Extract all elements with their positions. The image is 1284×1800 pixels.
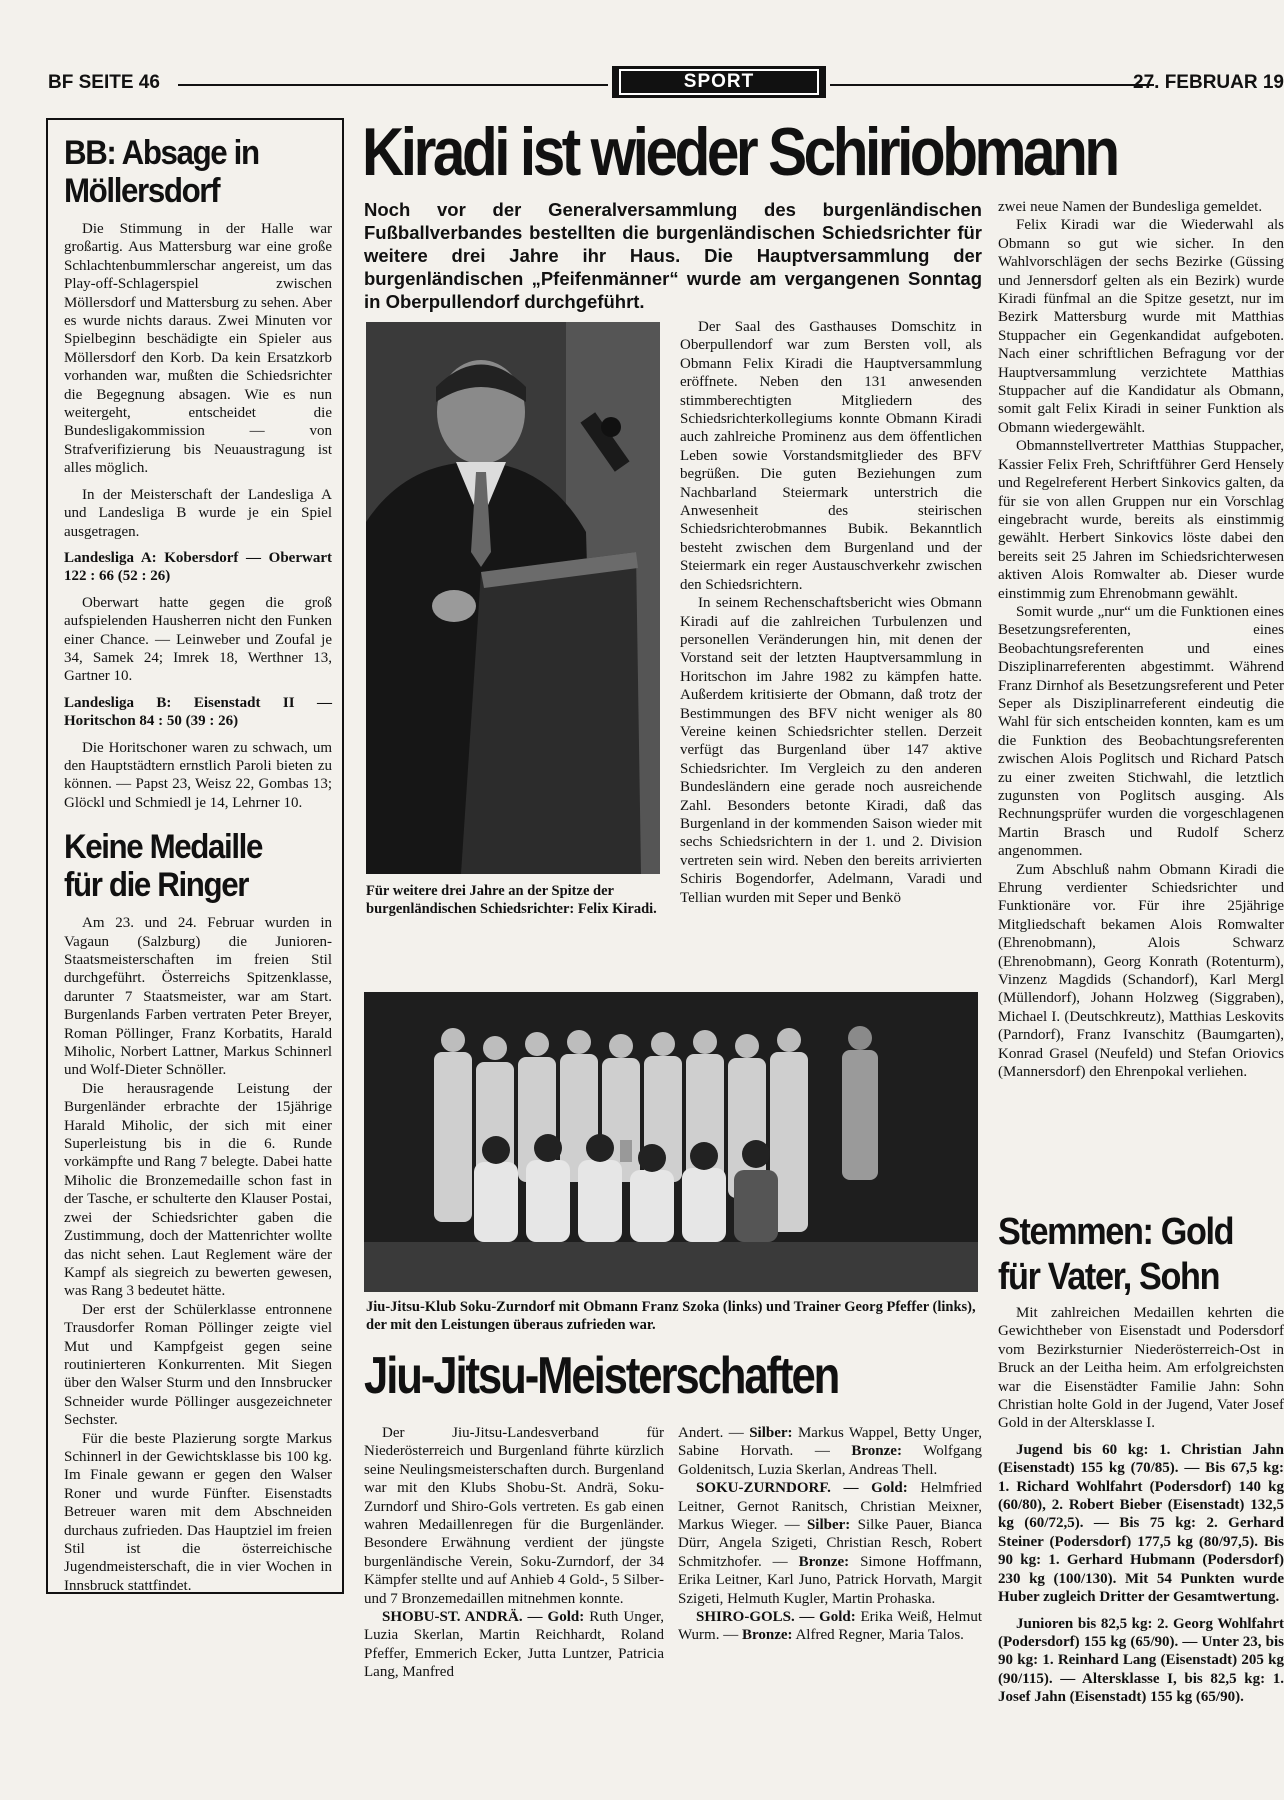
bb-headline-line2: Möllersdorf: [64, 172, 220, 210]
jiujitsu-col2: [678, 1424, 982, 1645]
jiujitsu-col1: [364, 1424, 664, 1682]
jiujitsu-medal-label: Silber:: [806, 1517, 851, 1534]
jiujitsu-names: Wolfgang Goldenitsch, Luzia Skerlan, Andreas Thell.: [678, 1443, 983, 1478]
jiujitsu-headline: Jiu-Jitsu-Meisterschaften: [364, 1347, 839, 1405]
issue-date: 27. FEBRUAR 19: [1133, 72, 1284, 93]
bb-headline-line1: BB: Absage in: [64, 134, 259, 172]
stemmen-headline-line1: Stemmen: Gold: [998, 1211, 1234, 1253]
jiujitsu-photo-caption: Jiu-Jitsu-Klub Soku-Zurndorf mit Obmann Franz Szoka (links) und Trainer Georg Pfeffer (links), der mit den Leistungen überaus zufrieden war.: [366, 1299, 976, 1333]
stemmen-article: [998, 1304, 1284, 1706]
jiujitsu-medal-label: Bronze:: [798, 1553, 850, 1570]
jiujitsu-names: Alfred Regner, Maria Talos.: [795, 1627, 964, 1644]
main-headline: Kiradi ist wieder Schiriobmann: [362, 114, 1117, 190]
main-paragraph: Der Saal des Gasthauses Domschitz in Oberpullendorf war zum Bersten voll, als Obmann Felix Kiradi die Hauptversammlung eröffnete. Neben den 131 anwesenden stimmberechtigten Mitgliedern des Schiedsrichterkollegiums konnte Obmann Kiradi auch zahlreiche Prominenz aus dem öffentlichen Leben sowie Vorstandsmitglieder des BFV begrüßen. Die guten Beziehungen zum Nachbarland Steiermark unterstrich die Anwesenheit des steirischen Schiedsrichterobmannes Bubik. Bekanntlich besteht zwischen dem Burgenland und der Steiermark ein reger Austauschverkehr zwischen den Schiedsrichtern.: [680, 319, 982, 593]
jiujitsu-medal-label: Silber:: [749, 1425, 793, 1441]
kiradi-photo: [366, 322, 660, 874]
jiujitsu-results-soku: [678, 1479, 982, 1608]
ringer-paragraph: Die herausragende Leistung der Burgenländer erbrachte der 15jährige Harald Miholic, der sich mit einer Superleistung bis in die 6. Runde vorkämpfte und Rang 7 belegte. Dabei hatte Miholic die Bronzemedaille schon fast in der Tasche, er schulterte den Klauser Postai, zwei der Schiedsrichter gaben die Zustimmung, doch der Mattenrichter wollte das nicht sehen. Laut Reglement wäre der Kampf als siegreich zu bewerten gewesen, was Rang 3 bedeutet hätte.: [64, 1080, 332, 1300]
bb-result-heading: [64, 694, 332, 731]
bb-paragraph: Die Horitschoner waren zu schwach, um den Hauptstädtern ernstlich Paroli bieten zu können. — Papst 23, Weisz 22, Gombas 13; Glöckl und Schmiedl je 14, Lehrner 10.: [64, 739, 332, 811]
page-number: BF SEITE 46: [48, 72, 160, 93]
bb-result-heading: [64, 549, 332, 586]
kiradi-photo-caption: Für weitere drei Jahre an der Spitze der burgenländischen Schiedsrichter: Felix Kiradi.: [366, 883, 657, 917]
bb-paragraph: Oberwart hatte gegen die groß aufspielenden Hausherren nicht den Funken einer Chance. — Leinweber und Zoufal je 34, Samek 24; Imrek 18, Werthner 13, Gartner 10.: [64, 594, 332, 685]
main-paragraph: In seinem Rechenschaftsbericht wies Obmann Kiradi auf die zahlreichen Turbulenzen und personellen Veränderungen hin, mit denen der Vorstand seit der letzten Hauptversammlung in Horitschon im Jahre 1982 zu kämpfen hatte. Außerdem kritisierte der Obmann, daß trotz der Bestimmungen des BFV nicht weniger als 80 Vereine keinen Schiedsrichter stellen. Derzeit verfügt das Burgenland über 147 aktive Schiedsrichter. Im Vergleich zu den anderen Bundesländern eine gerade noch ausreichende Zahl. Besonders betonte Kiradi, daß das Burgenland in der kommenden Saison wieder mit sechs Schiedsrichtern in der 1. und 2. Division vertreten sein wird. Neben den bereits arrivierten Schiris Bogendorfer, Adelmann, Varadi und Tellian wurden mit Seper und Benkö: [680, 595, 982, 906]
jiujitsu-names: Ruth Unger, Luzia Skerlan, Martin Reichhardt, Roland Pfeffer, Emmerich Ecker, Jutta Luntzer, Patricia Lang, Manfred: [364, 1609, 664, 1681]
jiujitsu-results-shobu: [364, 1608, 664, 1682]
bb-headline: [64, 134, 309, 210]
jiujitsu-medal-label: Bronze:: [851, 1443, 902, 1460]
ringer-paragraph: Der erst der Schülerklasse entronnene Trausdorfer Roman Pöllinger zeigte viel Mut und Kampfgeist gegen seine routinierteren Konkurrenten. Mit Siegen über den Walser Sturm und den Innsbrucker Schneider wurde Pöllinger ausgezeichneter Sechster.: [64, 1301, 332, 1429]
ringer-headline-line1: Keine Medaille: [64, 828, 262, 867]
ringer-paragraph: Am 23. und 24. Februar wurden in Vagaun (Salzburg) die Junioren-Staatsmeisterschaften im freien Stil durchgeführt. Österreichs Spitzenklasse, darunter 7 Staatsmeister, war am Start. Burgenlands Farben vertraten Peter Breyer, Roman Pöllinger, Franz Korbatits, Harald Miholic, Norbert Lattner, Markus Schinnerl und Wolf-Dieter Schnöller.: [64, 915, 332, 1079]
ringer-headline: [64, 828, 309, 904]
jiujitsu-names: Erika Weiß, Helmut Wurm. —: [678, 1609, 982, 1644]
stemmen-results-junioren: Junioren bis 82,5 kg: 2. Georg Wohlfahrt (Podersdorf) 155 kg (65/90). — Unter 23, bis 90 kg: 1. Reinhard Lang (Eisenstadt) 205 kg (90/115). — Altersklasse I, bis 82,5 kg: 1. Josef Jahn (Eisenstadt) 155 kg (65/90).: [998, 1615, 1284, 1706]
jiujitsu-medal-label: Bronze:: [741, 1627, 793, 1644]
bb-paragraph: Die Stimmung in der Halle war großartig. Aus Mattersburg war eine große Schlachtenbummlerschar angereist, um das Play-off-Schlagerspiel zwischen Möllersdorf und Mattersburg zu sehen. Aber es wurde nichts daraus. Zwei Minuten vor Spielbeginn beschädigte ein Spieler aus Möllersdorf den Korb. Da kein Ersatzkorb vorhanden war, mußten die Schiedsrichter die Begegnung absagen. Wie es nun weitergeht, entscheidet die Bundesligakommission — von Strafverifizierung bis Neuaustragung ist alles möglich.: [64, 221, 332, 477]
main-article-col2: [680, 318, 982, 907]
bb-result-b: Landesliga B: Eisenstadt II — Horitschon 84 : 50 (39 : 26): [64, 694, 332, 730]
jiujitsu-names: Simone Hoffmann, Erika Leitner, Karl Juno, Patrick Horvath, Margit Szigeti, Helmuth Kugler, Martin Prohaska.: [678, 1553, 982, 1607]
jiujitsu-club-shiro: SHIRO-GOLS. — Gold:: [696, 1609, 856, 1626]
jiujitsu-paragraph: Der Jiu-Jitsu-Landesverband für Niederösterreich und Burgenland führte kürzlich seine Neulingsmeisterschaften durch. Burgenland war mit den Klubs Shobu-St. Andrä, Soku-Zurndorf und Shiro-Gols vertreten. Es gab einen wahren Medaillenregen für die Burgenländer. Besondere Erwähnung verdient der jüngste burgenländische Verein, Soku-Zurndorf, der 34 Kämpfer stellte und auf Anhieb 4 Gold-, 5 Silber- und 7 Bronzemedaillen mitnehmen konnte.: [364, 1425, 664, 1607]
jiujitsu-names: Markus Wappel, Betty Unger, Sabine Horvath. —: [678, 1425, 983, 1460]
left-sidebar-box: [46, 118, 344, 1594]
stemmen-headline: [998, 1210, 1255, 1300]
main-paragraph: Felix Kiradi war die Wiederwahl als Obmann so gut wie sicher. In den Wahlvorschlägen der sechs Bezirke (Güssing und Jennersdorf gelten als ein Bezirk) wurde Kiradi fünfmal an die Spitze gesetzt, nur im Bezirk Mattersburg wurde mit Matthias Stuppacher ein Gegenkandidat aufgeboten. Nach einer schriftlichen Befragung vor der Hauptversammlung verzichtete Matthias Stuppacher auf die Kandidatur als Obmann, somit galt Felix Kiradi in seiner Funktion als Obmann wiedergewählt.: [998, 217, 1284, 436]
jiujitsu-names: Helmfried Leitner, Gernot Ranitsch, Christian Meixner, Markus Wieger. —: [678, 1480, 982, 1534]
ringer-paragraph: Für die beste Plazierung sorgte Markus Schinnerl in der Gewichtsklasse bis 100 kg. Im Finale gewann er gegen den Walser Roner und wurde Fünfter. Eisenstadts Betreuer waren mit dem Abschneiden durchaus zufrieden. Das Hauptziel im freien Stil ist die österreichische Jugendmeisterschaft, die in vier Wochen in Innsbruck stattfindet.: [64, 1430, 332, 1594]
header-rule-left: [178, 84, 608, 86]
bb-result-a: Landesliga A: Kobersdorf — Oberwart 122 : 66 (52 : 26): [64, 549, 332, 585]
bb-article: [64, 220, 332, 812]
jiujitsu-names: Andert. —: [678, 1425, 744, 1441]
section-label: [612, 66, 826, 98]
kiradi-photo-graphic: [366, 322, 660, 874]
main-paragraph: Zum Abschluß nahm Obmann Kiradi die Ehrung verdienter Schiedsrichter und Funktionäre vor. Für ihre 25jährige Mitgliedschaft bekamen Alois Romwalter (Ehrenobmann), Alois Schwarz (Ehrenobmann), Georg Konrath (Rotenturm), Vinzenz Magdids (Schandorf), Karl Mergl (Müllendorf), Johann Holzweg (Siggraben), Michael I. (Deutschkreutz), Matthias Leskovits (Parndorf), Franz Ivanschitz (Baumgarten), Konrad Grasel (Neufeld) und Stefan Oriovics (Mannersdorf) den Ehrenpokal verliehen.: [998, 861, 1284, 1081]
section-label-text: SPORT: [619, 69, 819, 95]
stemmen-results-jugend: Jugend bis 60 kg: 1. Christian Jahn (Eisenstadt) 155 kg (70/85). — Bis 67,5 kg: 1. Richard Wohlfahrt (Podersdorf) 140 kg (60/80), 2. Robert Bieber (Eisenstadt) 132,5 kg (60/72,5). — Bis 75 kg: 2. Gerhard Steiner (Podersdorf) 177,5 kg (80/97,5). Bis 90 kg: 1. Gerhard Hubmann (Podersdorf) 230 kg (100/130). Mit 54 Punkten wurde Huber zugleich Dritter der Gesamtwertung.: [998, 1441, 1284, 1606]
jiujitsu-names: Silke Pauer, Bianca Dürr, Angela Szigeti, Christian Resch, Robert Schmitzhofer. —: [678, 1517, 983, 1570]
jiujitsu-photo-graphic: [364, 992, 978, 1292]
ringer-article: [64, 914, 332, 1595]
jiujitsu-results-shobu-cont: [678, 1424, 982, 1479]
ringer-headline-line2: für die Ringer: [64, 866, 249, 905]
header-rule-right: [830, 84, 1154, 86]
page-header: [48, 72, 1284, 102]
jiujitsu-photo: [364, 992, 978, 1292]
jiujitsu-results-shiro: [678, 1608, 982, 1645]
stemmen-paragraph: Mit zahlreichen Medaillen kehrten die Gewichtheber von Eisenstadt und Podersdorf vom Bezirksturnier Niederösterreich-Ost in Bruck an der Leitha heim. Am erfolgreichsten war die Eisenstädter Familie Jahn: Sohn Christian holte Gold in der Jugend, Vater Josef Gold in der Altersklasse I.: [998, 1305, 1284, 1432]
stemmen-headline-line2: für Vater, Sohn: [998, 1256, 1220, 1298]
main-paragraph: Somit wurde „nur“ um die Funktionen eines Besetzungsreferenten, eines Beobachtungsreferenten und eines Disziplinarreferenten abgestimmt. Während Franz Dirnhof als Besetzungsreferent und Peter Seper als Disziplinarreferent eindeutig die Wahl für sich entscheiden konnten, kam es um die Funktion des Beobachtungsreferenten zwischen Alois Poglitsch und Richard Patsch zu einer zweiten Stichwahl, die letztlich zugunsten von Poglitsch ausging. Als Rechnungsprüfer wurden die vorgeschlagenen Martin Brasch und Rudolf Scherz angenommen.: [998, 603, 1284, 860]
main-paragraph: zwei neue Namen der Bundesliga gemeldet.: [998, 199, 1263, 215]
main-article-col3: [998, 198, 1284, 1198]
jiujitsu-club-soku: SOKU-ZURNDORF. — Gold:: [696, 1480, 908, 1497]
main-lead: Noch vor der Generalversammlung des burgenländischen Fußballverbandes bestellten die burgenländischen Schiedsrichter für weitere drei Jahre ihr Haus. Die Hauptversammlung der burgenländischen „Pfeifenmänner“ wurde am vergangenen Sonntag in Oberpullendorf durchgeführt.: [364, 199, 982, 312]
bb-paragraph: In der Meisterschaft der Landesliga A und Landesliga B wurde je ein Spiel ausgetragen.: [64, 486, 332, 540]
jiujitsu-club-shobu: SHOBU-ST. ANDRÄ. — Gold:: [382, 1609, 585, 1626]
main-paragraph: Obmannstellvertreter Matthias Stuppacher, Kassier Felix Freh, Schriftführer Gerd Hensely und Regelreferent Herbert Sinkovics galten, da für sie von allen Gruppen nur ein Vorschlag eingebracht wurde, bereits als einstimmig gewählt. Herbert Sinkovics löste dabei den bereits seit 25 Jahren im Schiedsrichterwesen aktiven Alois Romwalter ab. Dieser wurde einstimmig zum Ehrenobmann gewählt.: [998, 438, 1284, 602]
